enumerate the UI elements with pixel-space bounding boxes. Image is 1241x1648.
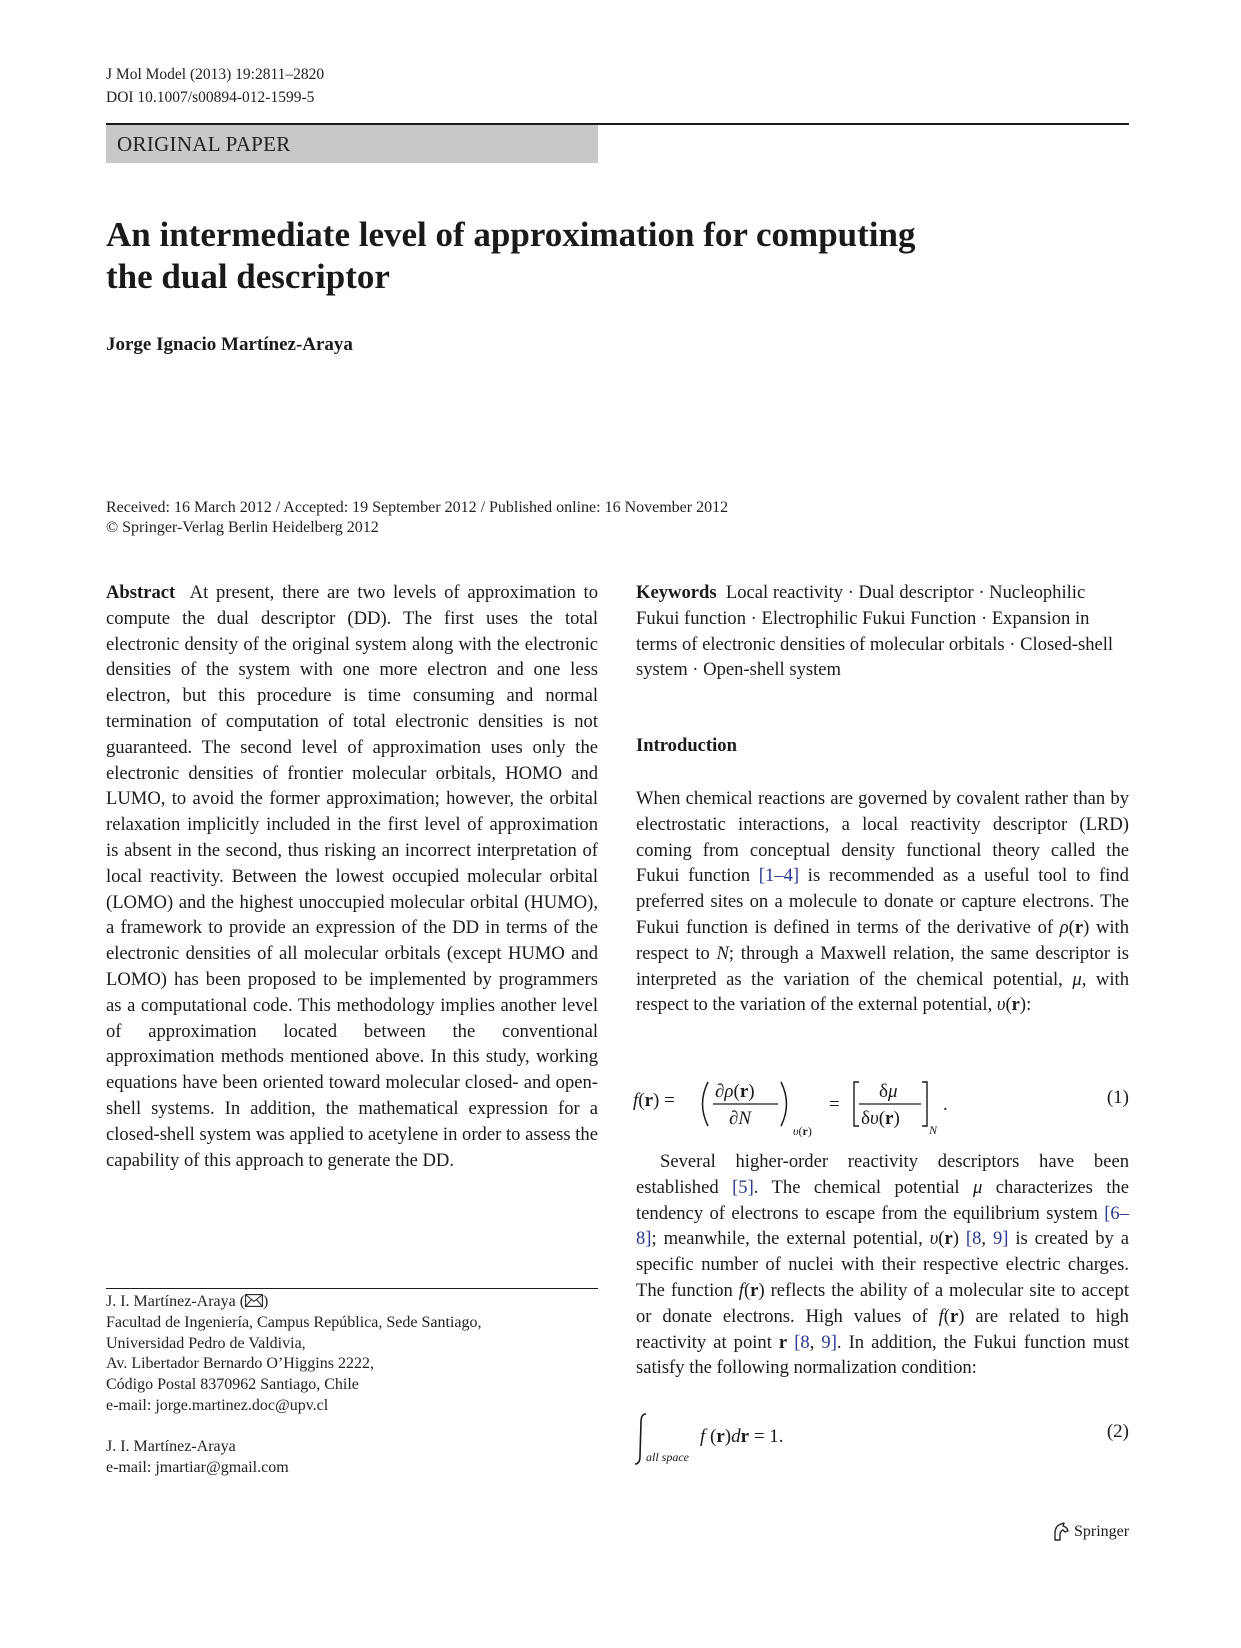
svg-text:.: . <box>943 1094 948 1115</box>
publisher-name: Springer <box>1074 1523 1130 1540</box>
abstract <box>106 580 598 1173</box>
introduction-paragraph-2: Several higher-order reactivity descriptors have been established [5]. The chemical potential μ characterizes the tendency of electrons to escape from the equilibrium system [6–8]; meanwhile, the external potential, υ(r) [8, 9] is created by a specific number of nuclei with their respective electric charges. The function f(r) reflects the ability of a molecular site to accept or donate electrons. High values of f(r) are related to high reactivity at point r [8, 9]. In addition, the Fukui function must satisfy the following normalization condition: <box>636 1151 1130 1379</box>
affiliation-line: Universidad Pedro de Valdivia, <box>106 1334 306 1352</box>
publisher-logo <box>1052 1522 1129 1542</box>
citation-link[interactable]: [8 <box>794 1331 810 1353</box>
normalization-formula <box>636 1412 856 1468</box>
equation-1 <box>633 1068 1129 1138</box>
citation-link[interactable]: [5] <box>732 1176 754 1198</box>
keywords-label: Keywords <box>636 582 717 603</box>
copyright: © Springer-Verlag Berlin Heidelberg 2012 <box>106 519 379 536</box>
fukui-formula <box>633 1068 948 1138</box>
svg-text:N: N <box>929 1123 938 1137</box>
integral-domain: all space <box>646 1450 689 1464</box>
abstract-text: At present, there are two levels of approximation to compute the dual descriptor (DD). The first uses the total electronic density of the original system along with the electronic densities of the system with one more electron and one less electron, but this procedure is time consuming and normal termination of computation of total electronic densities is not guaranteed. The second level of approximation uses only the electronic densities of frontier molecular orbitals, HOMO and LUMO, to avoid the former approximation; however, the orbital relaxation implicitly included in the first level of approximation is absent in the second, thus risking an incorrect interpretation of local reactivity. Between the lowest occupied molecular orbital (LOMO) and the highest unoccupied molecular orbital (HUMO), a framework to provide an expression of the DD in terms of the electronic densities of all molecular orbitals (except HUMO and LOMO) has been proposed to be implemented by programmers as a computational code. This methodology implies another level of approximation located between the conventional approximation methods mentioned above. In this study, working equations have been oriented toward molecular closed- and open-shell systems. In addition, the mathematical expression for a closed-shell system was applied to acetylene in order to assess the capability of this approach to generate the DD. <box>106 582 598 1171</box>
svg-text:∂N: ∂N <box>729 1108 752 1129</box>
equation-1-number: (1) <box>1106 1087 1129 1108</box>
svg-text:f (r)dr = 1.: f (r)dr = 1. <box>700 1426 784 1447</box>
title-line-1: An intermediate level of approximation for computing <box>106 215 916 254</box>
springer-horse-icon <box>1052 1522 1070 1542</box>
equation-2-number: (2) <box>1106 1421 1129 1442</box>
svg-text:f(r) =: f(r) = <box>633 1090 675 1111</box>
citation-link[interactable]: [6–8] <box>636 1202 1129 1250</box>
envelope-icon[interactable] <box>245 1294 263 1307</box>
introduction-heading: Introduction <box>636 735 737 756</box>
svg-text:υ(r): υ(r) <box>793 1124 812 1138</box>
author-footnote <box>106 1292 598 1478</box>
affiliation-line: Facultad de Ingeniería, Campus República, Sede Santiago, <box>106 1313 482 1331</box>
citation-link[interactable]: 9] <box>821 1331 837 1353</box>
citation-link[interactable]: [8 <box>965 1228 982 1250</box>
citation-link[interactable]: 9] <box>992 1228 1009 1250</box>
svg-text:δμ: δμ <box>879 1081 898 1102</box>
abstract-label: Abstract <box>106 582 176 603</box>
footnote-rule <box>106 1288 598 1289</box>
citation-link[interactable]: [1–4] <box>758 865 800 887</box>
section-label: ORIGINAL PAPER <box>106 125 598 163</box>
footnote-author-2: J. I. Martínez-Araya <box>106 1437 236 1455</box>
keywords <box>636 580 1129 683</box>
email-1[interactable]: e-mail: jorge.martinez.doc@upv.cl <box>106 1396 329 1414</box>
author: Jorge Ignacio Martínez-Araya <box>106 334 353 355</box>
publication-dates <box>106 498 728 538</box>
affiliation-line: Código Postal 8370962 Santiago, Chile <box>106 1376 359 1394</box>
svg-text:∂ρ(r): ∂ρ(r) <box>715 1081 755 1102</box>
title-line-2: the dual descriptor <box>106 257 390 296</box>
keywords-text: Local reactivity · Dual descriptor · Nucleophilic Fukui function · Electrophilic Fukui Function · Expansion in terms of electronic densities of molecular orbitals · Closed-shell system · Open-shell system <box>636 582 1114 681</box>
received-accepted-published: Received: 16 March 2012 / Accepted: 19 September 2012 / Published online: 16 November 2012 <box>106 499 729 516</box>
equation-2 <box>636 1412 1129 1468</box>
affiliation-line: Av. Libertador Bernardo O’Higgins 2222, <box>106 1355 374 1373</box>
journal-citation: J Mol Model (2013) 19:2811–2820 <box>106 66 325 83</box>
email-2[interactable]: e-mail: jmartiar@gmail.com <box>106 1458 289 1476</box>
svg-text:=: = <box>829 1094 840 1115</box>
footnote-author-1: J. I. Martínez-Araya ( ) <box>106 1293 269 1310</box>
doi: DOI 10.1007/s00894-012-1599-5 <box>106 89 315 106</box>
paper-title <box>106 214 1006 298</box>
introduction-paragraph-1: When chemical reactions are governed by covalent rather than by electrostatic interactions, a local reactivity descriptor (LRD) coming from conceptual density functional theory called the Fukui function [1–4] is recommended as a useful tool to find preferred sites on a molecule to donate or capture electrons. The Fukui function is defined in terms of the derivative of ρ(r) with respect to N; through a Maxwell relation, the same descriptor is interpreted as the variation of the chemical potential, μ, with respect to the variation of the external potential, υ(r): <box>636 788 1130 1016</box>
svg-text:δυ(r): δυ(r) <box>861 1108 900 1129</box>
